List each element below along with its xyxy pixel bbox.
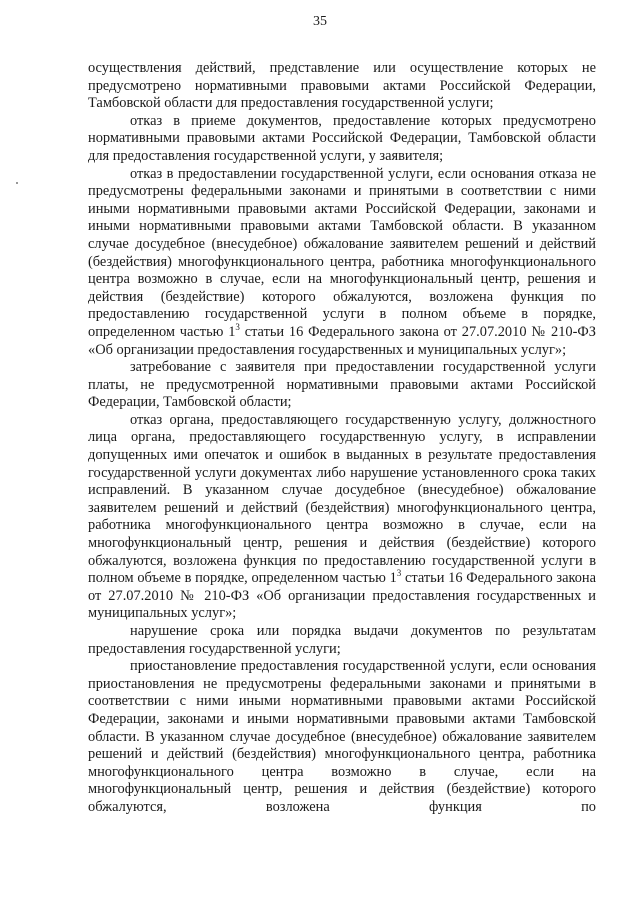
body-text [88, 60, 596, 817]
scan-speck [16, 182, 18, 184]
paragraph: отказ в приеме документов, предоставление которых предусмотрено нормативными правовыми актами Российской Федерации, Тамбовской области для предоставления государственной услуги, у заявителя; [88, 112, 596, 164]
page-number: 35 [313, 14, 327, 29]
paragraph: осуществления действий, представление или осуществление которых не предусмотрено нормативными правовыми актами Российской Федерации, Тамбовской области для предоставления государственной услуги; [88, 60, 596, 112]
paragraph: затребование с заявителя при предоставлении государственной услуги платы, не предусмотренной нормативными правовыми актами Российской Федерации, Тамбовской области; [88, 359, 596, 411]
superscript: 3 [396, 568, 402, 579]
superscript: 3 [235, 322, 240, 333]
paragraph: приостановление предоставления государственной услуги, если основания приостановления не предусмотрены федеральными законами и принятыми в соответствии с ними иными нормативными правовыми актами Российской Федерации, законами и иными нормативными правовыми актами Тамбовской области. В указанном случае досудебное (внесудебное) обжалование заявителем решений и действий (бездействия) многофункционального центра, работника многофункционального центра возможно в случае, если на многофункциональный центр, решения и действия (бездействие) которого обжалуются, возложена функция по [88, 658, 596, 815]
paragraph: отказ органа, предоставляющего государственную услугу, должностного лица органа, предоставляющего государственную услугу, в исправлении допущенных ими опечаток и ошибок в выданных в результате предоставления государственной услуги документах либо нарушение установленного срока таких исправлений. В указанном случае досудебное (внесудебное) обжалование заявителем решений и действий (бездействия) многофункционального центра, работника многофункционального центра возможно в случае, если на многофункциональный центр, решения и действия (бездействие) которого обжалуются, возложена функция по предоставлению государственной услуги в полном объеме в порядке, определенном частью $1^3$ статьи 16 Федерального закона от 27.07.2010 № 210-ФЗ «Об организации предоставления государственных и муниципальных услуг»; [88, 411, 596, 622]
paragraph: отказ в предоставлении государственной услуги, если основания отказа не предусмотрены федеральными законами и принятыми в соответствии с ними иными нормативными правовыми актами Российской Федерации, законами и иными нормативными правовыми актами Тамбовской области. В указанном случае досудебное (внесудебное) обжалование заявителем решений и действий (бездействия) многофункционального центра, работника многофункционального центра возможно в случае, если на многофункциональный центр, решения и действия (бездействие) которого обжалуются, возложена функция по предоставлению государственной услуги в полном объеме в порядке, определенном частью $1^3$ статьи 16 Федерального закона от 27.07.2010 № 210-ФЗ «Об организации предоставления государственных и муниципальных услуг»; [88, 165, 596, 358]
paragraph: нарушение срока или порядка выдачи документов по результатам предоставления государственной услуги; [88, 623, 596, 657]
